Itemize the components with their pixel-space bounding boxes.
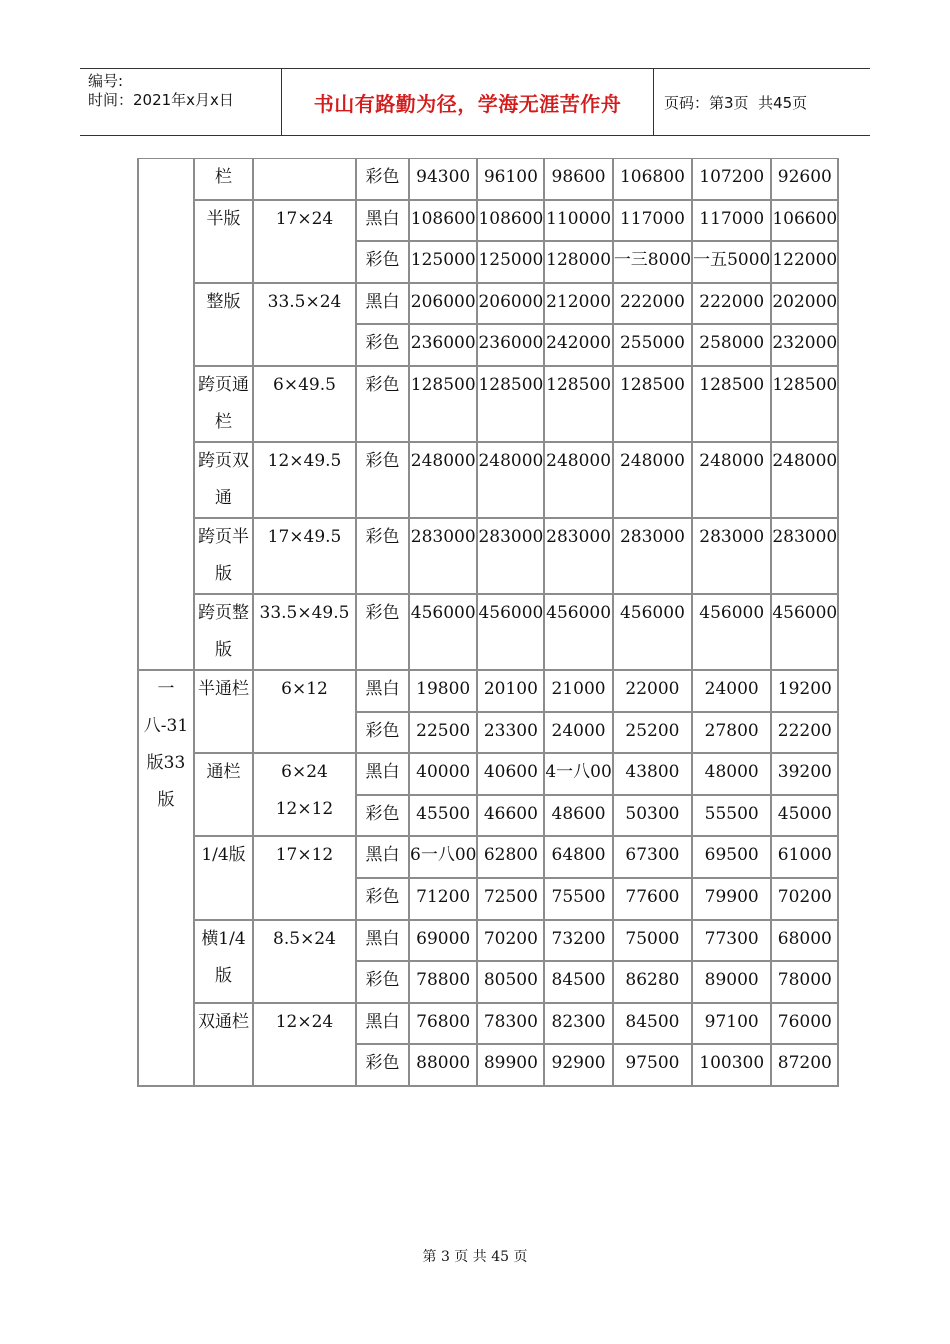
size-cell: 17×24 xyxy=(254,201,357,284)
price-cell: 96100 xyxy=(478,159,545,201)
price-cell: 45000 xyxy=(772,796,839,838)
size-cell: 33.5×49.5 xyxy=(254,595,357,671)
header-motto-cell xyxy=(282,69,654,135)
size-cell: 6×49.5 xyxy=(254,367,357,443)
price-cell: 19800 xyxy=(410,671,478,713)
price-cell: 43800 xyxy=(614,754,693,796)
price-cell: 22500 xyxy=(410,713,478,755)
price-cell: 78000 xyxy=(772,962,839,1004)
price-cell: 84500 xyxy=(545,962,613,1004)
price-cell: 69000 xyxy=(410,921,478,963)
price-cell: 242000 xyxy=(545,325,613,367)
price-cell: 202000 xyxy=(772,284,839,326)
price-cell: 456000 xyxy=(614,595,693,671)
price-cell: 94300 xyxy=(410,159,478,201)
price-cell: 48600 xyxy=(545,796,613,838)
page-footer: 第 3 页 共 45 页 xyxy=(422,1249,528,1265)
ad-type-cell: 双通栏 xyxy=(195,1004,254,1087)
price-cell: 39200 xyxy=(772,754,839,796)
color-mode-cell: 彩色 xyxy=(357,519,410,595)
price-cell: 25200 xyxy=(614,713,693,755)
price-cell: 4一八00 xyxy=(545,754,613,796)
ad-type-cell: 跨页整版 xyxy=(195,595,254,671)
price-cell: 117000 xyxy=(693,201,772,243)
table-row xyxy=(139,443,839,519)
price-cell: 128500 xyxy=(410,367,478,443)
color-mode-cell: 彩色 xyxy=(357,325,410,367)
color-mode-cell: 彩色 xyxy=(357,443,410,519)
price-cell: 一五5000 xyxy=(693,242,772,284)
price-cell: 206000 xyxy=(478,284,545,326)
price-cell: 77600 xyxy=(614,879,693,921)
table-row xyxy=(139,1004,839,1046)
table-row xyxy=(139,754,839,796)
color-mode-cell: 彩色 xyxy=(357,242,410,284)
price-cell: 70200 xyxy=(772,879,839,921)
ad-price-table xyxy=(137,158,839,1087)
ad-type-cell: 1/4版 xyxy=(195,837,254,920)
price-cell: 248000 xyxy=(772,443,839,519)
price-cell: 122000 xyxy=(772,242,839,284)
ad-type-cell: 整版 xyxy=(195,284,254,367)
price-cell: 19200 xyxy=(772,671,839,713)
price-cell: 456000 xyxy=(772,595,839,671)
color-mode-cell: 彩色 xyxy=(357,1045,410,1087)
price-cell: 27800 xyxy=(693,713,772,755)
price-cell: 87200 xyxy=(772,1045,839,1087)
price-cell: 258000 xyxy=(693,325,772,367)
price-cell: 248000 xyxy=(410,443,478,519)
price-cell: 283000 xyxy=(614,519,693,595)
table-row xyxy=(139,159,839,201)
price-cell: 48000 xyxy=(693,754,772,796)
page-header xyxy=(80,68,870,136)
section-cell: 一八-31版33版 xyxy=(139,671,195,1087)
price-cell: 128500 xyxy=(772,367,839,443)
price-cell: 222000 xyxy=(614,284,693,326)
price-cell: 222000 xyxy=(693,284,772,326)
price-cell: 128500 xyxy=(545,367,613,443)
price-cell: 89000 xyxy=(693,962,772,1004)
price-cell: 108600 xyxy=(410,201,478,243)
motto-text: 书山有路勤为径，学海无涯苦作舟 xyxy=(313,91,622,116)
color-mode-cell: 黑白 xyxy=(357,201,410,243)
table-row xyxy=(139,284,839,326)
price-cell: 236000 xyxy=(410,325,478,367)
price-cell: 456000 xyxy=(478,595,545,671)
color-mode-cell: 彩色 xyxy=(357,367,410,443)
price-cell: 117000 xyxy=(614,201,693,243)
price-cell: 24000 xyxy=(693,671,772,713)
price-cell: 206000 xyxy=(410,284,478,326)
price-cell: 97100 xyxy=(693,1004,772,1046)
price-cell: 107200 xyxy=(693,159,772,201)
price-cell: 106600 xyxy=(772,201,839,243)
price-cell: 78800 xyxy=(410,962,478,1004)
color-mode-cell: 黑白 xyxy=(357,1004,410,1046)
ad-type-cell: 栏 xyxy=(195,159,254,201)
price-cell: 88000 xyxy=(410,1045,478,1087)
table-row xyxy=(139,837,839,879)
time-label: 时间：2021年x月x日 xyxy=(88,91,234,109)
price-cell: 22000 xyxy=(614,671,693,713)
price-cell: 24000 xyxy=(545,713,613,755)
price-cell: 73200 xyxy=(545,921,613,963)
price-cell: 255000 xyxy=(614,325,693,367)
price-cell: 92600 xyxy=(772,159,839,201)
price-cell: 125000 xyxy=(410,242,478,284)
price-cell: 64800 xyxy=(545,837,613,879)
ad-type-cell: 跨页双通 xyxy=(195,443,254,519)
price-cell: 283000 xyxy=(772,519,839,595)
ad-type-cell: 通栏 xyxy=(195,754,254,837)
price-cell: 76000 xyxy=(772,1004,839,1046)
ad-type-cell: 跨页通栏 xyxy=(195,367,254,443)
section-cell xyxy=(139,159,195,671)
size-cell: 12×24 xyxy=(254,1004,357,1087)
size-cell: 6×12 xyxy=(254,671,357,754)
price-cell: 89900 xyxy=(478,1045,545,1087)
color-mode-cell: 彩色 xyxy=(357,796,410,838)
price-cell: 50300 xyxy=(614,796,693,838)
price-cell: 67300 xyxy=(614,837,693,879)
price-cell: 128500 xyxy=(693,367,772,443)
price-cell: 22200 xyxy=(772,713,839,755)
price-cell: 71200 xyxy=(410,879,478,921)
size-cell: 17×49.5 xyxy=(254,519,357,595)
price-cell: 128000 xyxy=(545,242,613,284)
price-cell: 456000 xyxy=(410,595,478,671)
price-cell: 92900 xyxy=(545,1045,613,1087)
color-mode-cell: 黑白 xyxy=(357,921,410,963)
price-cell: 128500 xyxy=(478,367,545,443)
price-cell: 45500 xyxy=(410,796,478,838)
price-cell: 232000 xyxy=(772,325,839,367)
table-body xyxy=(139,159,839,1087)
price-cell: 40000 xyxy=(410,754,478,796)
ad-type-cell: 跨页半版 xyxy=(195,519,254,595)
price-cell: 68000 xyxy=(772,921,839,963)
price-cell: 40600 xyxy=(478,754,545,796)
price-cell: 75000 xyxy=(614,921,693,963)
price-cell: 212000 xyxy=(545,284,613,326)
ad-type-cell: 横1/4版 xyxy=(195,921,254,1004)
table-row xyxy=(139,595,839,671)
price-cell: 248000 xyxy=(614,443,693,519)
ad-type-cell: 半通栏 xyxy=(195,671,254,754)
color-mode-cell: 黑白 xyxy=(357,837,410,879)
ad-type-cell: 半版 xyxy=(195,201,254,284)
color-mode-cell: 黑白 xyxy=(357,671,410,713)
size-cell: 8.5×24 xyxy=(254,921,357,1004)
price-cell: 84500 xyxy=(614,1004,693,1046)
price-cell: 456000 xyxy=(545,595,613,671)
size-cell: 17×12 xyxy=(254,837,357,920)
serial-label: 编号: xyxy=(88,72,124,90)
price-cell: 79900 xyxy=(693,879,772,921)
price-cell: 108600 xyxy=(478,201,545,243)
price-cell: 283000 xyxy=(545,519,613,595)
price-cell: 82300 xyxy=(545,1004,613,1046)
header-page-info: 页码：第3页 共45页 xyxy=(664,93,808,112)
price-cell: 106800 xyxy=(614,159,693,201)
size-cell: 33.5×24 xyxy=(254,284,357,367)
price-cell: 283000 xyxy=(410,519,478,595)
price-cell: 70200 xyxy=(478,921,545,963)
price-cell: 62800 xyxy=(478,837,545,879)
price-cell: 78300 xyxy=(478,1004,545,1046)
price-cell: 86280 xyxy=(614,962,693,1004)
price-cell: 21000 xyxy=(545,671,613,713)
price-cell: 46600 xyxy=(478,796,545,838)
color-mode-cell: 彩色 xyxy=(357,159,410,201)
price-cell: 125000 xyxy=(478,242,545,284)
price-cell: 248000 xyxy=(545,443,613,519)
price-cell: 6一八00 xyxy=(410,837,478,879)
size-cell: 12×49.5 xyxy=(254,443,357,519)
header-meta xyxy=(80,69,282,135)
price-cell: 23300 xyxy=(478,713,545,755)
price-cell: 98600 xyxy=(545,159,613,201)
price-cell: 248000 xyxy=(693,443,772,519)
price-cell: 80500 xyxy=(478,962,545,1004)
table-row xyxy=(139,519,839,595)
price-cell: 76800 xyxy=(410,1004,478,1046)
size-cell: 6×24 12×12 xyxy=(254,754,357,837)
price-cell: 97500 xyxy=(614,1045,693,1087)
table-row xyxy=(139,671,839,713)
color-mode-cell: 彩色 xyxy=(357,962,410,1004)
price-cell: 456000 xyxy=(693,595,772,671)
table-row xyxy=(139,921,839,963)
price-cell: 128500 xyxy=(614,367,693,443)
table-row xyxy=(139,201,839,243)
price-cell: 55500 xyxy=(693,796,772,838)
price-cell: 110000 xyxy=(545,201,613,243)
price-cell: 75500 xyxy=(545,879,613,921)
color-mode-cell: 彩色 xyxy=(357,879,410,921)
price-cell: 100300 xyxy=(693,1045,772,1087)
price-cell: 61000 xyxy=(772,837,839,879)
price-cell: 20100 xyxy=(478,671,545,713)
color-mode-cell: 彩色 xyxy=(357,595,410,671)
color-mode-cell: 彩色 xyxy=(357,713,410,755)
price-cell: 236000 xyxy=(478,325,545,367)
price-cell: 248000 xyxy=(478,443,545,519)
color-mode-cell: 黑白 xyxy=(357,754,410,796)
table-row xyxy=(139,367,839,443)
price-cell: 69500 xyxy=(693,837,772,879)
price-cell: 72500 xyxy=(478,879,545,921)
price-cell: 283000 xyxy=(693,519,772,595)
size-cell xyxy=(254,159,357,201)
price-cell: 一三8000 xyxy=(614,242,693,284)
color-mode-cell: 黑白 xyxy=(357,284,410,326)
price-cell: 283000 xyxy=(478,519,545,595)
price-cell: 77300 xyxy=(693,921,772,963)
